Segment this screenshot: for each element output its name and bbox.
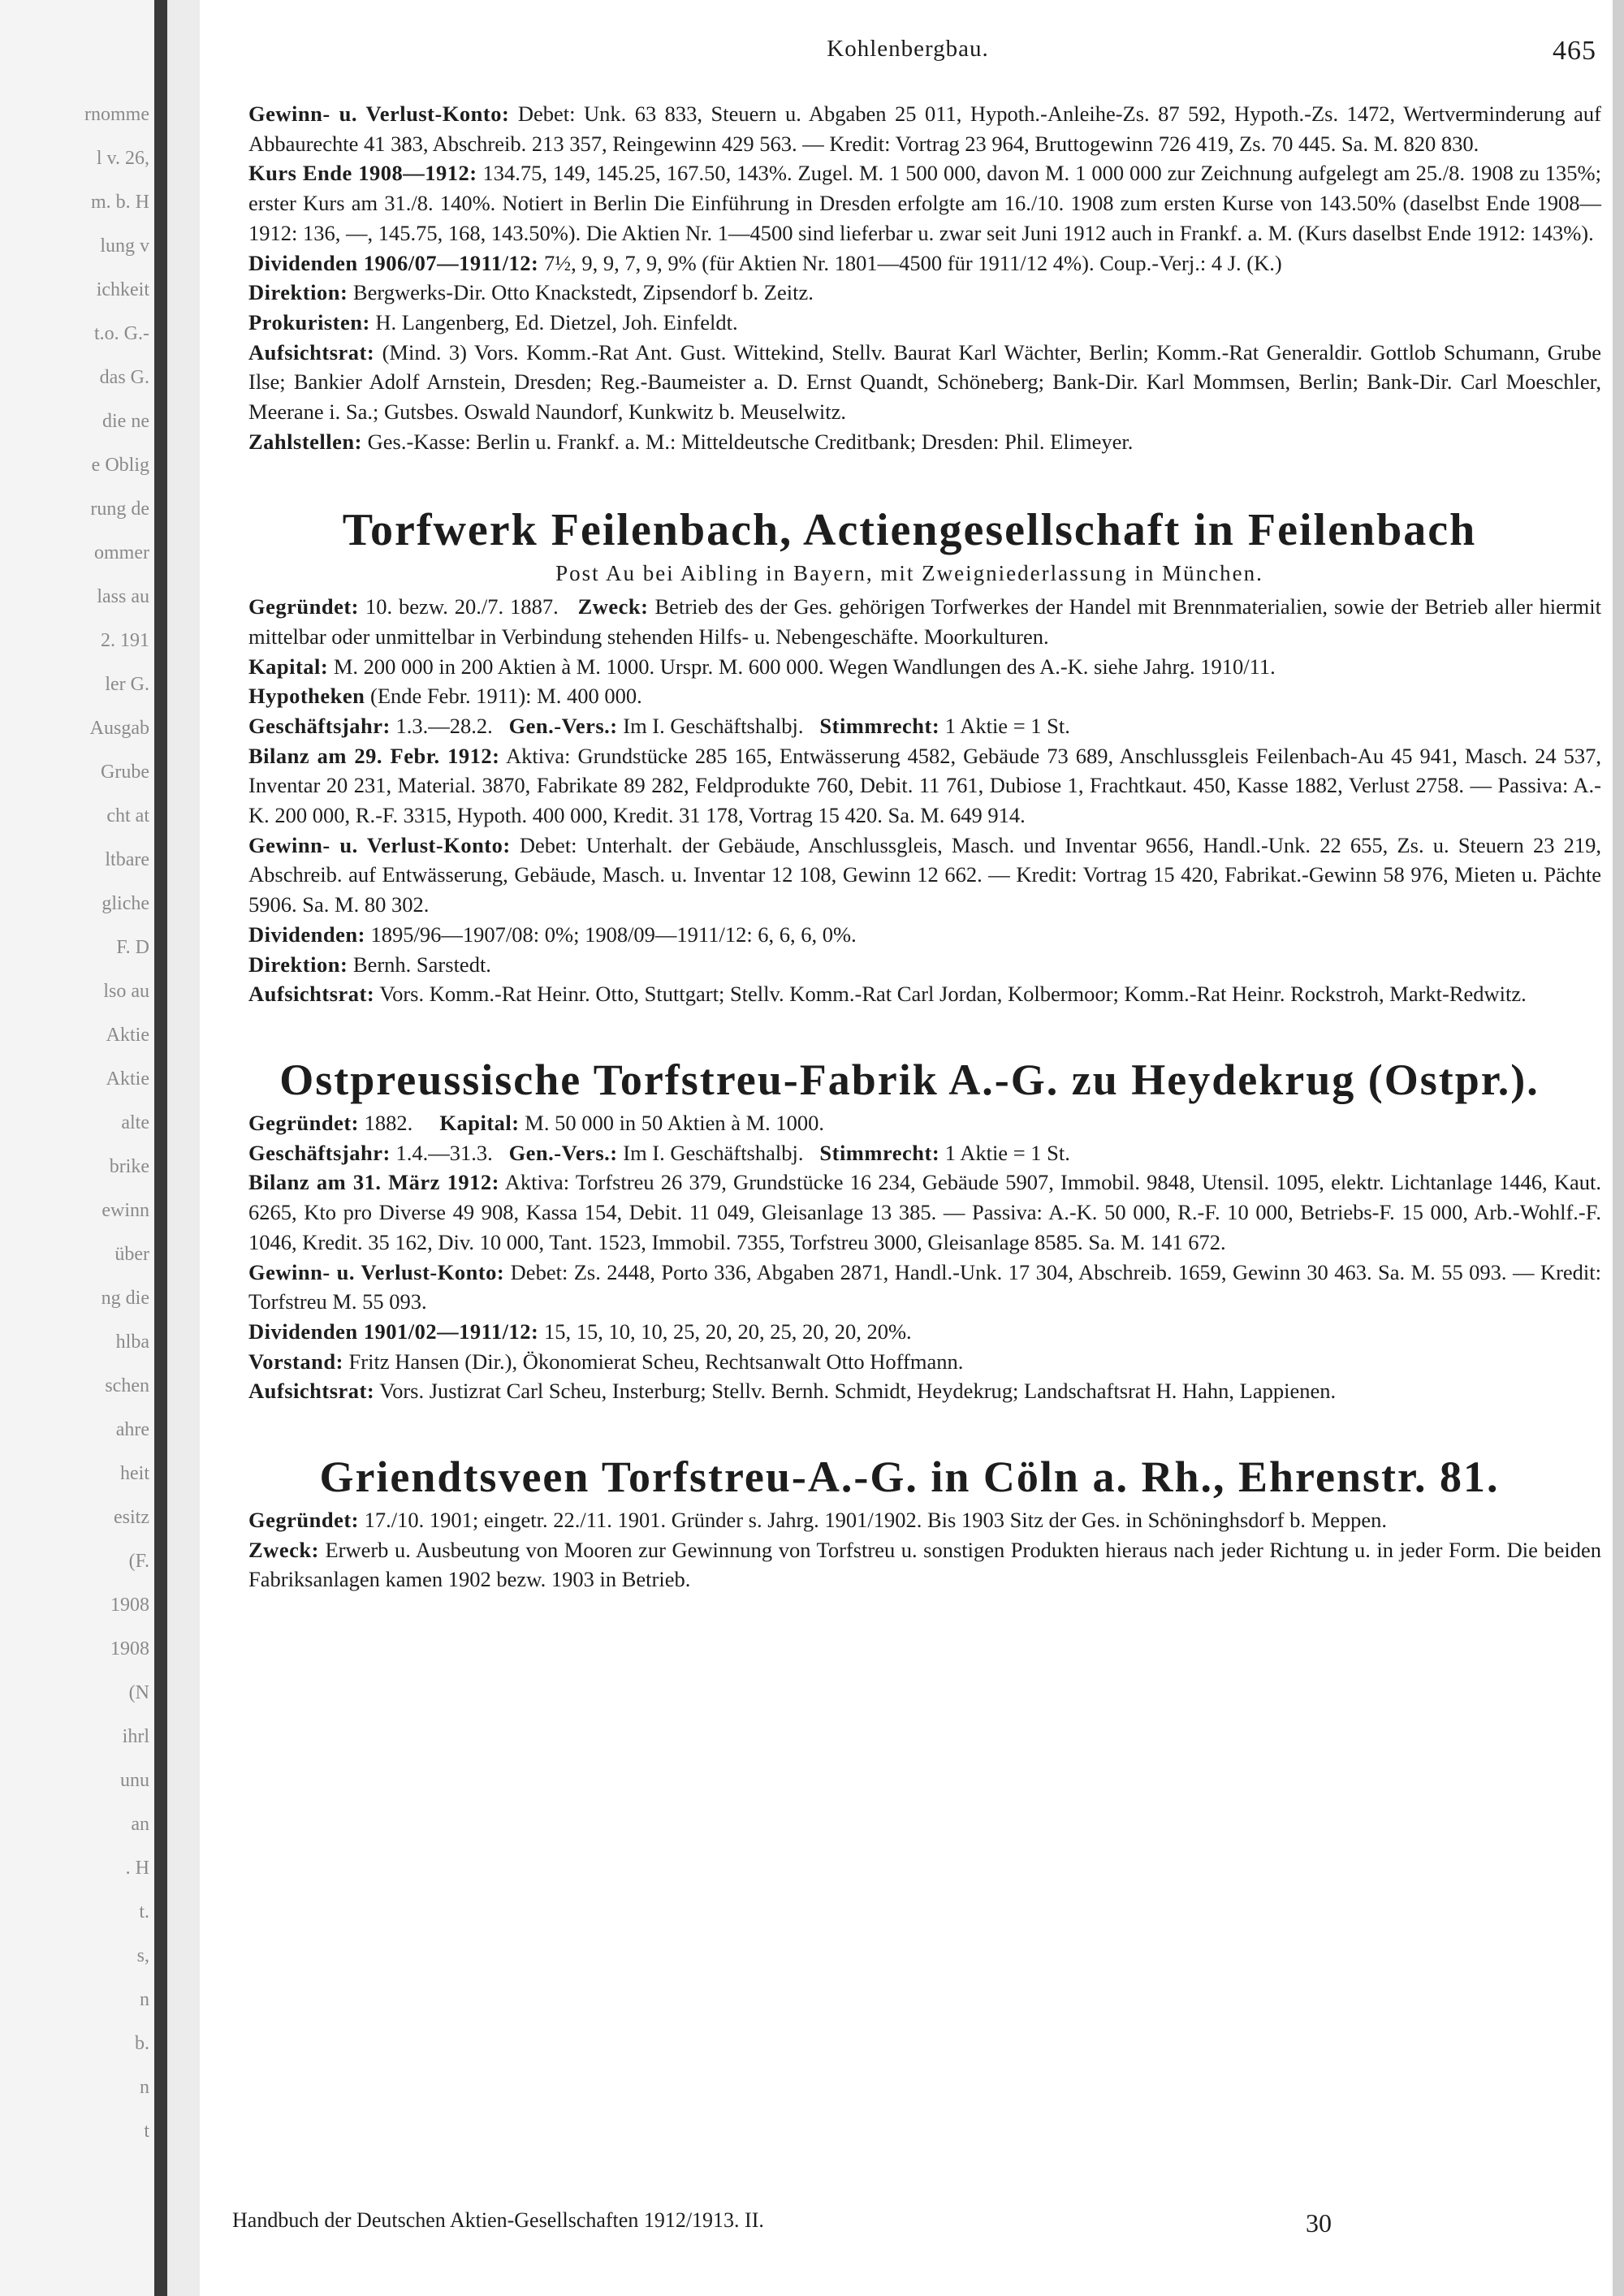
founded-capital-paragraph: Gegründet: 1882. Kapital: M. 50 000 in 50 Aktien à M. 1000. <box>248 1110 825 1135</box>
previous-page-fragment: n <box>140 2077 149 2098</box>
board-paragraph: Vorstand: Fritz Hansen (Dir.), Ökonomierat Scheu, Rechtsanwalt Otto Hoffmann. <box>248 1349 964 1374</box>
previous-page-fragment: ewinn <box>102 1200 149 1221</box>
balance-sheet-paragraph: Bilanz am 31. März 1912: Aktiva: Torfstreu 26 379, Grundstücke 16 234, Gebäude 5907, Immobil. 9848, Utensil. 1095, elektr. Lichtanlage 1446, Kaut. 6265, Kto pro Diverse 49 908, Kassa 154, Debit. 11 049, Gleisanlage 13 385. — Passiva: A.-K. 50 000, R.-F. 10 000, Betriebs-F. 15 000, Arb.-Wohlf.-F. 1046, Kredit. 35 162, Div. 10 000, Tant. 1523, Immobil. 7355, Torfstreu 3000, Gleisanlage 8585. Sa. M. 141 672. <box>248 1170 1601 1254</box>
page-header <box>203 36 1613 68</box>
previous-page-fragment: t.o. G.- <box>94 323 149 344</box>
dividends-paragraph: Dividenden 1906/07—1911/12: 7½, 9, 9, 7, 9, 9% (für Aktien Nr. 1801—4500 für 1911/12 4%). Coup.-Verj.: 4 J. (K.) <box>248 250 1282 275</box>
previous-page-fragment: t. <box>139 1901 149 1923</box>
purpose-paragraph: Zweck: Erwerb u. Ausbeutung von Mooren zur Gewinnung von Torfstreu u. sonstigen Produkten hieraus nach jeder Richtung u. in jeder Form. Die beiden Fabriksanlagen kamen 1902 bezw. 1903 in Betrieb. <box>248 1537 1602 1592</box>
previous-page-fragment: Grube <box>101 762 149 783</box>
previous-page-fragment: Aktie <box>106 1068 149 1090</box>
previous-page-fragment: esitz <box>114 1507 149 1528</box>
previous-page-fragment: l v. 26, <box>96 148 149 169</box>
company-title: Ostpreussische Torfstreu-Fabrik A.-G. zu Heydekrug (Ostpr.). <box>279 1055 1540 1104</box>
previous-page-fragment: m. b. H <box>91 192 149 213</box>
profit-loss-paragraph: Gewinn- u. Verlust-Konto: Debet: Unk. 63 833, Steuern u. Abgaben 25 011, Hypoth.-Anleihe-Zs. 87 592, Hypoth.-Zs. 1472, Wertverminderung auf Abbaurechte 41 383, Abschreib. 213 357, Reingewinn 429 563. — Kredit: Vortrag 23 964, Bruttogewinn 726 419, Zs. 70 445. Sa. M. 820 830. <box>248 101 1602 156</box>
previous-page-fragment: n <box>140 1989 149 2010</box>
fiscal-year-paragraph: Geschäftsjahr: 1.3.—28.2. Gen.-Vers.: Im I. Geschäftshalbj. Stimmrecht: 1 Aktie = 1 St. <box>248 713 1070 738</box>
previous-page-fragment: Aktie <box>106 1025 149 1046</box>
dividends-paragraph: Dividenden 1901/02—1911/12: 15, 15, 10, 10, 25, 20, 20, 25, 20, 20, 20%. <box>248 1318 912 1344</box>
previous-page-fragment: 2. 191 <box>101 630 149 651</box>
previous-page-fragment: ahre <box>115 1419 149 1440</box>
proxies-paragraph: Prokuristen: H. Langenberg, Ed. Dietzel, Joh. Einfeldt. <box>248 309 738 334</box>
signature-mark: 30 <box>1306 2208 1332 2238</box>
previous-page-fragment: . H <box>125 1858 149 1879</box>
profit-loss-paragraph: Gewinn- u. Verlust-Konto: Debet: Unterhalt. der Gebäude, Anschlussgleis, Masch. und Inventar 9656, Handl.-Unk. 22 655, Zs. u. Steuern 23 219, Abschreib. auf Entwässerung, Gebäude, Masch. u. Inventar 12 108, Gewinn 12 662. — Kredit: Vortrag 15 420, Fabrikat.-Gewinn 58 976, Mieten u. Pächte 5906. Sa. M. 80 302. <box>248 832 1602 917</box>
previous-page-fragment: lso au <box>103 981 149 1002</box>
founded-purpose-paragraph: Gegründet: 10. bezw. 20./7. 1887. Zweck: Betrieb des der Ges. gehörigen Torfwerkes der Handel mit Brennmaterialien, sowie der Betrieb aller hiermit mittelbar oder unmittelbar in Verbindung stehenden Hilfs- u. Nebengeschäfte. Moorkulturen. <box>248 594 1602 649</box>
previous-page-fragment: F. D <box>116 937 149 958</box>
page-content <box>218 99 1601 1595</box>
mortgages-paragraph: Hypotheken (Ende Febr. 1911): M. 400 000. <box>248 684 642 709</box>
share-price-paragraph: Kurs Ende 1908—1912: 134.75, 149, 145.25, 167.50, 143%. Zugel. M. 1 500 000, davon M. 1 000 000 zur Zeichnung aufgelegt am 25./8. 1908 zu 135%; erster Kurs am 31./8. 140%. Notiert in Berlin Die Einführung in Dresden erfolgte am 16./10. 1908 zum ersten Kurse von 143.50% (daselbst Ende 1908—1912: 136, —, 145.75, 168, 143.50%). Die Aktien Nr. 1—4500 sind lieferbar u. zwar seit Juni 1912 auch in Frankf. a. M. (Kurs daselbst Ende 1912: 143%). <box>248 161 1601 245</box>
previous-page-fragment: hlba <box>115 1331 149 1353</box>
previous-page-edge <box>0 0 154 2296</box>
previous-page-fragment: brike <box>109 1156 149 1177</box>
previous-page-fragment: ler G. <box>105 674 149 695</box>
previous-page-fragment: rung de <box>90 498 149 520</box>
management-paragraph: Direktion: Bernh. Sarstedt. <box>248 952 491 977</box>
previous-page-fragment: ommer <box>94 542 149 563</box>
previous-page-fragment: Ausgab <box>89 718 149 739</box>
previous-page-fragment: alte <box>121 1112 149 1133</box>
entry-torfwerk-feilenbach <box>218 502 1601 1009</box>
company-title: Torfwerk Feilenbach, Actiengesellschaft in Feilenbach <box>342 505 1477 556</box>
page-edge-shadow <box>1613 0 1624 2296</box>
page-number: 465 <box>1553 36 1596 66</box>
company-title: Griendtsveen Torfstreu-A.-G. in Cöln a. Rh., Ehrenstr. 81. <box>319 1452 1500 1502</box>
previous-page-fragment: über <box>114 1244 149 1265</box>
previous-page-fragment: ltbare <box>105 849 149 870</box>
source-line: Handbuch der Deutschen Aktien-Gesellschaften 1912/1913. II. <box>232 2208 764 2232</box>
previous-page-fragment: heit <box>120 1463 149 1484</box>
previous-page-fragment: ihrl <box>122 1726 149 1747</box>
previous-page-fragment: 1908 <box>110 1595 149 1616</box>
capital-paragraph: Kapital: M. 200 000 in 200 Aktien à M. 1000. Urspr. M. 600 000. Wegen Wandlungen des A.-K. siehe Jahrg. 1910/11. <box>248 654 1276 679</box>
binding-shadow <box>167 0 200 2296</box>
previous-page-fragment: schen <box>105 1375 149 1396</box>
previous-page-fragment: das G. <box>99 367 149 388</box>
entry-continuation <box>218 99 1601 456</box>
dividends-paragraph: Dividenden: 1895/96—1907/08: 0%; 1908/09—1911/12: 6, 6, 6, 0%. <box>248 921 857 947</box>
previous-page-fragment: rnomme <box>84 104 149 125</box>
previous-page-fragment: gliche <box>102 893 149 914</box>
supervisory-board-paragraph: Aufsichtsrat: Vors. Justizrat Carl Scheu, Insterburg; Stellv. Bernh. Schmidt, Heydekrug; Landschaftsrat H. Hahn, Lappienen. <box>248 1379 1337 1404</box>
previous-page-fragment: ng die <box>101 1288 149 1309</box>
balance-sheet-paragraph: Bilanz am 29. Febr. 1912: Aktiva: Grundstücke 285 165, Entwässerung 4582, Gebäude 73 689, Anschlussgleis Feilenbach-Au 45 941, Masch. 24 537, Inventar 20 231, Material. 3870, Fabrikate 89 282, Feldprodukte 760, Debit. 11 761, Dubiose 1, Frachtkaut. 450, Kasse 1882, Verlust 2758. — Passiva: A.-K. 200 000, R.-F. 3315, Hypoth. 400 000, Kredit. 31 178, Vortrag 15 420. Sa. M. 649 914. <box>248 743 1601 828</box>
founded-paragraph: Gegründet: 17./10. 1901; eingetr. 22./11. 1901. Gründer s. Jahrg. 1901/1902. Bis 1903 Sitz der Ges. in Schöninghsdorf b. Meppen. <box>248 1508 1388 1533</box>
previous-page-fragment: (N <box>128 1682 149 1703</box>
previous-page-fragment: s, <box>136 1945 149 1966</box>
previous-page-fragment: cht at <box>106 805 149 826</box>
previous-page-fragment: ichkeit <box>96 279 149 300</box>
previous-page-fragment: e Oblig <box>91 455 149 476</box>
management-paragraph: Direktion: Bergwerks-Dir. Otto Knackstedt, Zipsendorf b. Zeitz. <box>248 280 814 305</box>
previous-page-fragment: lung v <box>100 235 149 257</box>
previous-page-fragment: die ne <box>102 411 149 432</box>
previous-page-fragment: unu <box>120 1770 149 1791</box>
fiscal-year-paragraph: Geschäftsjahr: 1.4.—31.3. Gen.-Vers.: Im I. Geschäftshalbj. Stimmrecht: 1 Aktie = 1 St. <box>248 1140 1070 1165</box>
paying-agents-paragraph: Zahlstellen: Ges.-Kasse: Berlin u. Frankf. a. M.: Mitteldeutsche Creditbank; Dresden: Phil. Elimeyer. <box>248 429 1134 454</box>
company-address: Post Au bei Aibling in Bayern, mit Zweigniederlassung in München. <box>555 561 1263 586</box>
document-page <box>203 0 1613 2296</box>
previous-page-fragment: 1908 <box>110 1638 149 1659</box>
previous-page-fragment: (F. <box>128 1551 149 1572</box>
previous-page-fragment: t <box>144 2121 149 2142</box>
previous-page-fragment: lass au <box>97 586 149 607</box>
previous-page-fragment: an <box>131 1814 149 1835</box>
binding-gutter <box>154 0 167 2296</box>
entry-griendtsveen-torfstreu <box>218 1448 1601 1595</box>
running-title: Kohlenbergbau. <box>827 36 989 62</box>
entry-ostpreussische-torfstreu <box>218 1051 1601 1406</box>
previous-page-fragment: b. <box>135 2033 149 2054</box>
profit-loss-paragraph: Gewinn- u. Verlust-Konto: Debet: Zs. 2448, Porto 336, Abgaben 2871, Handl.-Unk. 17 304, Abschreib. 1659, Gewinn 30 463. Sa. M. 55 093. — Kredit: Torfstreu M. 55 093. <box>248 1259 1601 1314</box>
supervisory-board-paragraph: Aufsichtsrat: Vors. Komm.-Rat Heinr. Otto, Stuttgart; Stellv. Komm.-Rat Carl Jordan, Kolbermoor; Komm.-Rat Heinr. Rockstroh, Markt-Redwitz. <box>248 982 1527 1007</box>
supervisory-board-paragraph: Aufsichtsrat: (Mind. 3) Vors. Komm.-Rat Ant. Gust. Wittekind, Stellv. Baurat Karl Wächter, Berlin; Komm.-Rat Generaldir. Gottlob Schumann, Grube Ilse; Bankier Adolf Arnstein, Dresden; Reg.-Baumeister a. D. Ernst Quandt, Schöneberg; Bank-Dir. Karl Mommsen, Berlin; Bank-Dir. Carl Moeschler, Meerane i. Sa.; Gutsbes. Oswald Naundorf, Kunkwitz b. Meuselwitz. <box>248 339 1601 425</box>
